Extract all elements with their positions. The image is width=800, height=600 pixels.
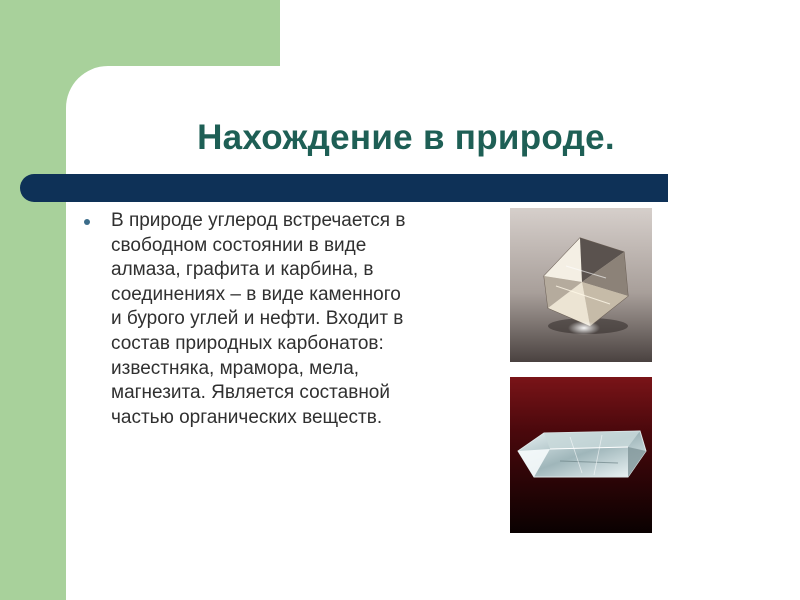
- diamond-crystal-photo: [510, 208, 652, 362]
- bullet-text: В природе углерод встречается в свободном состоянии в виде алмаза, графита и карбина, в соединениях – в виде каменного и бурого углей и нефти. Входит в состав природных карбонатов: известняка, мрамора, мела, магнезита. Является составной частью органических веществ.: [111, 210, 406, 428]
- title-underline-bar: [20, 174, 668, 202]
- decor-green-strip-left: [0, 0, 66, 600]
- cut-diamond-photo: [510, 377, 652, 533]
- slide-title: Нахождение в природе.: [197, 118, 615, 157]
- bullet-icon: [84, 219, 90, 225]
